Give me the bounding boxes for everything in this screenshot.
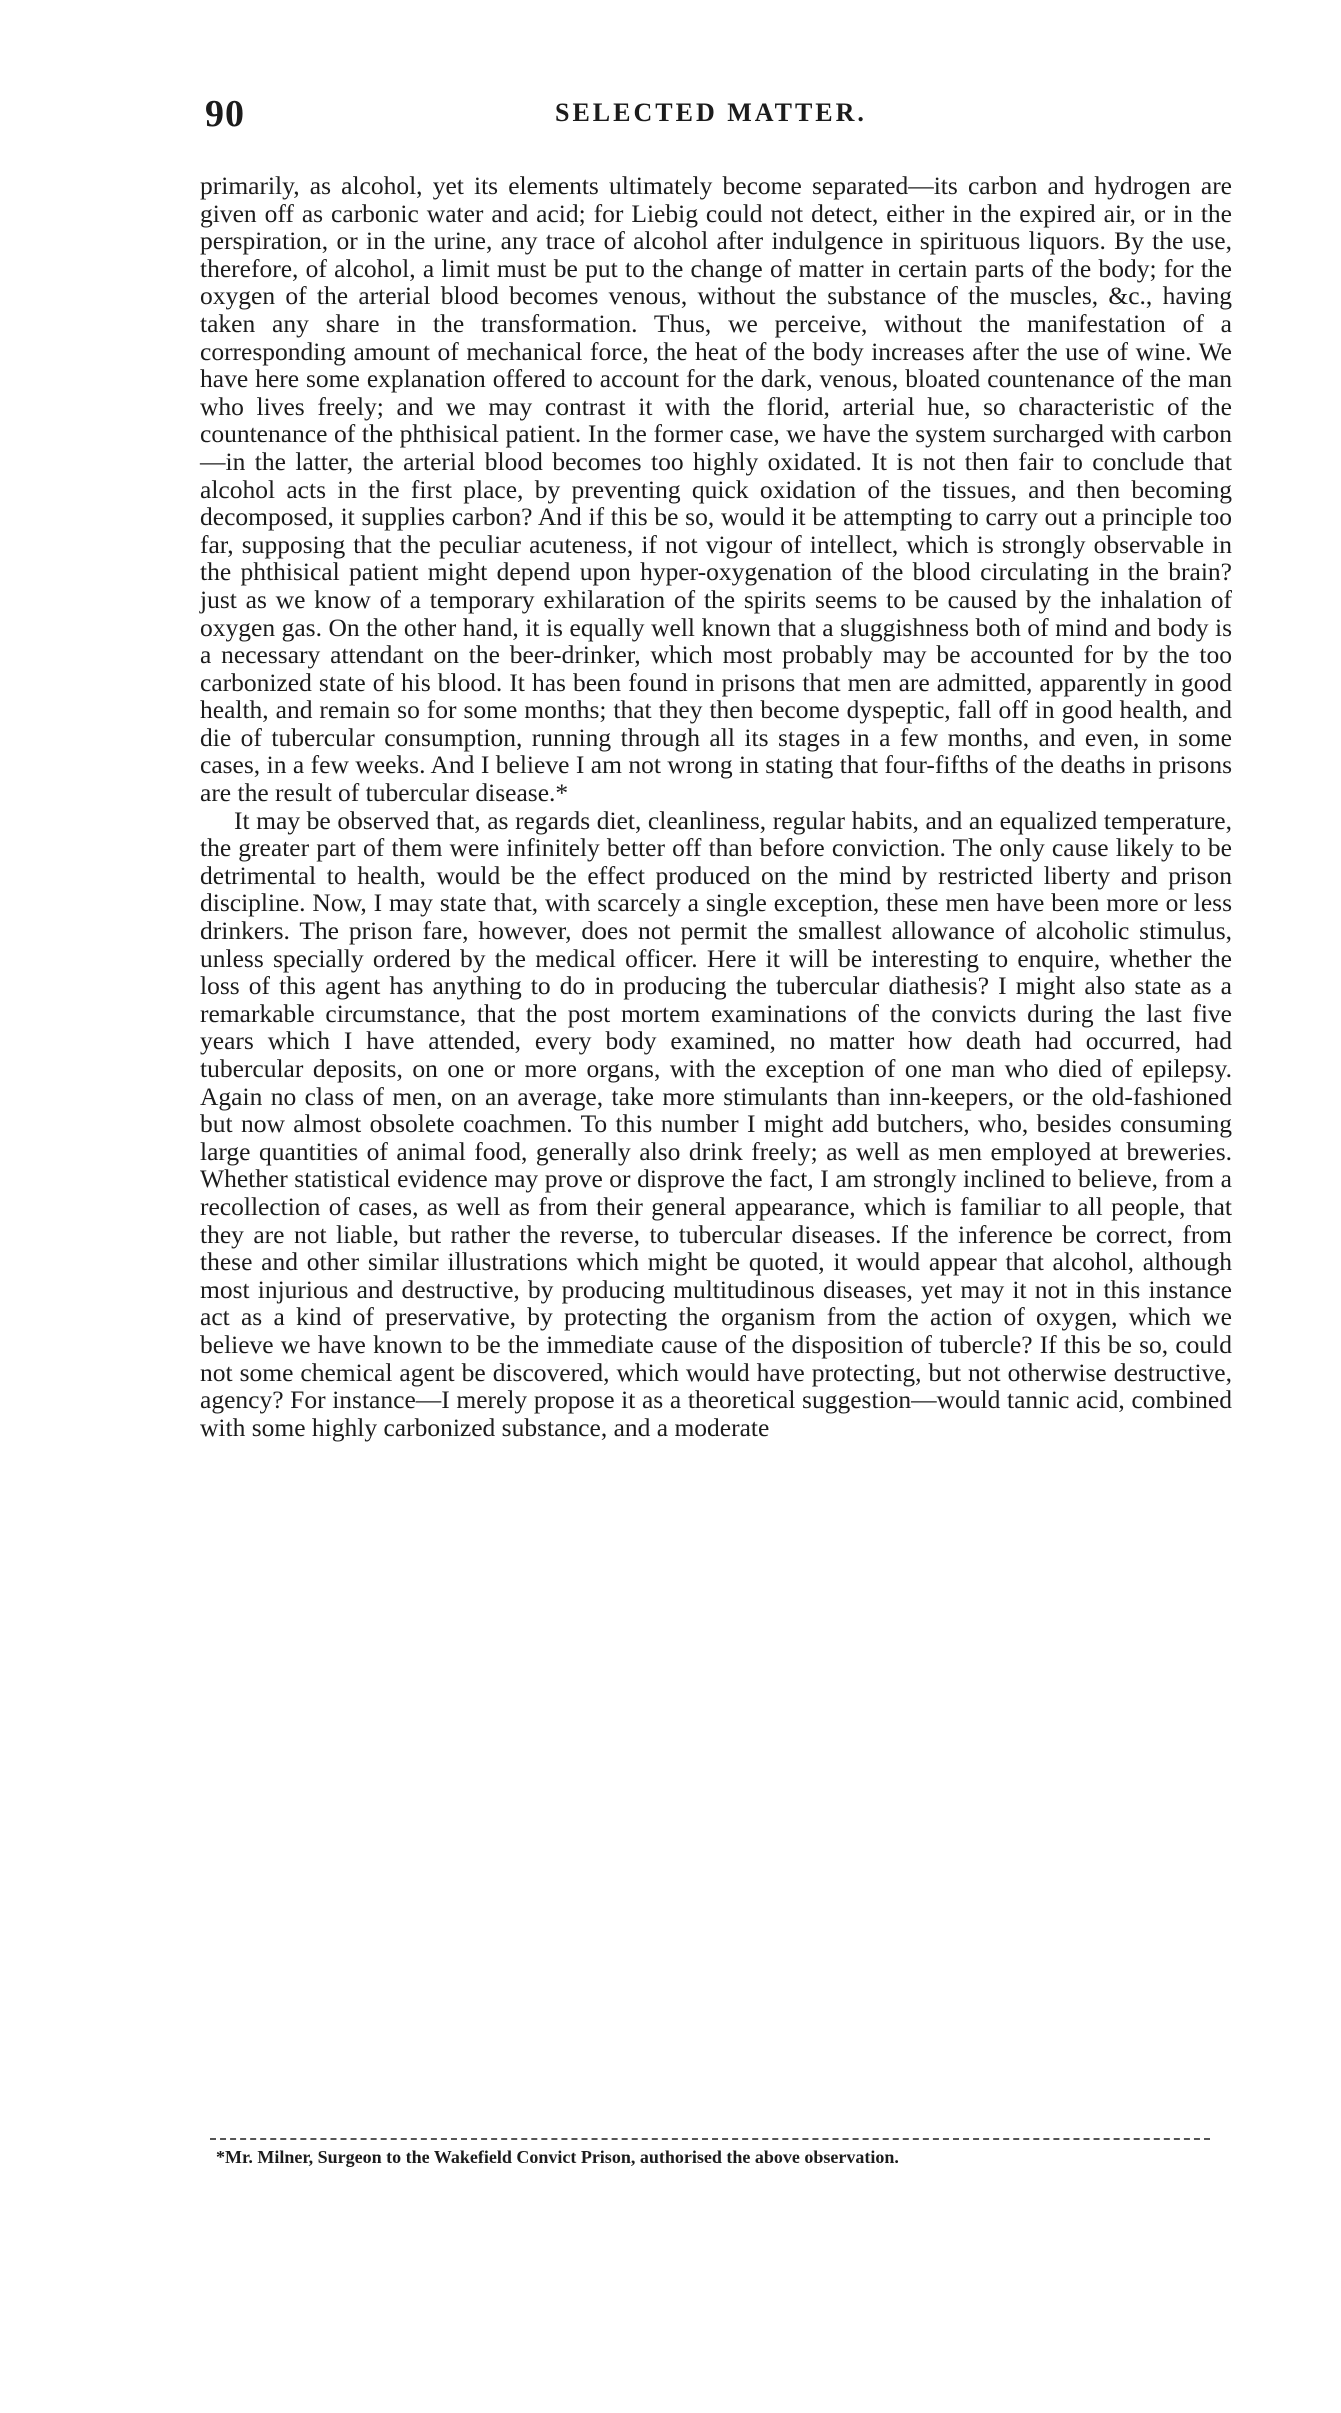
- body-text: [200, 172, 1232, 1441]
- page-header: [205, 92, 1195, 136]
- footnote: *Mr. Milner, Surgeon to the Wakefield Convict Prison, authorised the above observation.: [216, 2147, 899, 2167]
- paragraph: It may be observed that, as regards diet, cleanliness, regular habits, and an equalized temperature, the greater part of them were infinitely better off than before conviction. The only cause likely to be detrimental to health, would be the effect produced on the mind by restricted liberty and prison discipline. Now, I may state that, with scarcely a single exception, these men have been more or less drinkers. The prison fare, however, does not permit the smallest allowance of alcoholic stimulus, unless specially ordered by the medical officer. Here it will be interesting to enquire, whether the loss of this agent has anything to do in producing the tubercular diathesis? I might also state as a remarkable circumstance, that the post mortem examinations of the convicts during the last five years which I have attended, every body examined, no matter how death had occurred, had tubercular deposits, on one or more organs, with the exception of one man who died of epilepsy. Again no class of men, on an average, take more stimulants than inn-keepers, or the old-fashioned but now almost obsolete coachmen. To this number I might add butchers, who, besides consuming large quantities of animal food, generally also drink freely; as well as men employed at breweries. Whether statistical evidence may prove or disprove the fact, I am strongly inclined to believe, from a recollection of cases, as well as from their general appearance, which is familiar to all people, that they are not liable, but rather the reverse, to tubercular diseases. If the inference be correct, from these and other similar illustrations which might be quoted, it would appear that alcohol, although most injurious and destructive, by producing multitudinous diseases, yet may it not in this instance act as a kind of preservative, by protecting the organism from the action of oxygen, which we believe we have known to be the immediate cause of the disposition of tubercle? If this be so, could not some chemical agent be discovered, which would have protecting, but not otherwise destructive, agency? For instance—I merely propose it as a theoretical suggestion—would tannic acid, combined with some highly carbonized substance, and a moderate: [200, 805, 1232, 1442]
- paragraph: primarily, as alcohol, yet its elements ultimately become separated—its carbon and hydrogen are given off as carbonic water and acid; for Liebig could not detect, either in the expired air, or in the perspiration, or in the urine, any trace of alcohol after indulgence in spirituous liquors. By the use, therefore, of alcohol, a limit must be put to the change of matter in certain parts of the body; for the oxygen of the arterial blood becomes venous, without the substance of the muscles, &c., having taken any share in the transformation. Thus, we perceive, without the manifestation of a corresponding amount of mechanical force, the heat of the body increases after the use of wine. We have here some explanation offered to account for the dark, venous, bloated countenance of the man who lives freely; and we may contrast it with the florid, arterial hue, so characteristic of the countenance of the phthisical patient. In the former case, we have the system surcharged with carbon—in the latter, the arterial blood becomes too highly oxidated. It is not then fair to conclude that alcohol acts in the first place, by preventing quick oxidation of the tissues, and then becoming decomposed, it supplies carbon? And if this be so, would it be attempting to carry out a principle too far, supposing that the peculiar acuteness, if not vigour of intellect, which is strongly observable in the phthisical patient might depend upon hyper-oxygenation of the blood circulating in the brain? just as we know of a temporary exhilaration of the spirits seems to be caused by the inhalation of oxygen gas. On the other hand, it is equally well known that a sluggishness both of mind and body is a necessary attendant on the beer-drinker, which most probably may be accounted for by the too carbonized state of his blood. It has been found in prisons that men are admitted, apparently in good health, and remain so for some months; that they then become dyspeptic, fall off in good health, and die of tubercular consumption, running through all its stages in a few months, and even, in some cases, in a few weeks. And I believe I am not wrong in stating that four-fifths of the deaths in prisons are the result of tubercular disease.*: [200, 171, 1232, 808]
- footnote-rule: [210, 2138, 1210, 2140]
- running-head: SELECTED MATTER.: [555, 98, 867, 127]
- page-number: 90: [205, 93, 245, 135]
